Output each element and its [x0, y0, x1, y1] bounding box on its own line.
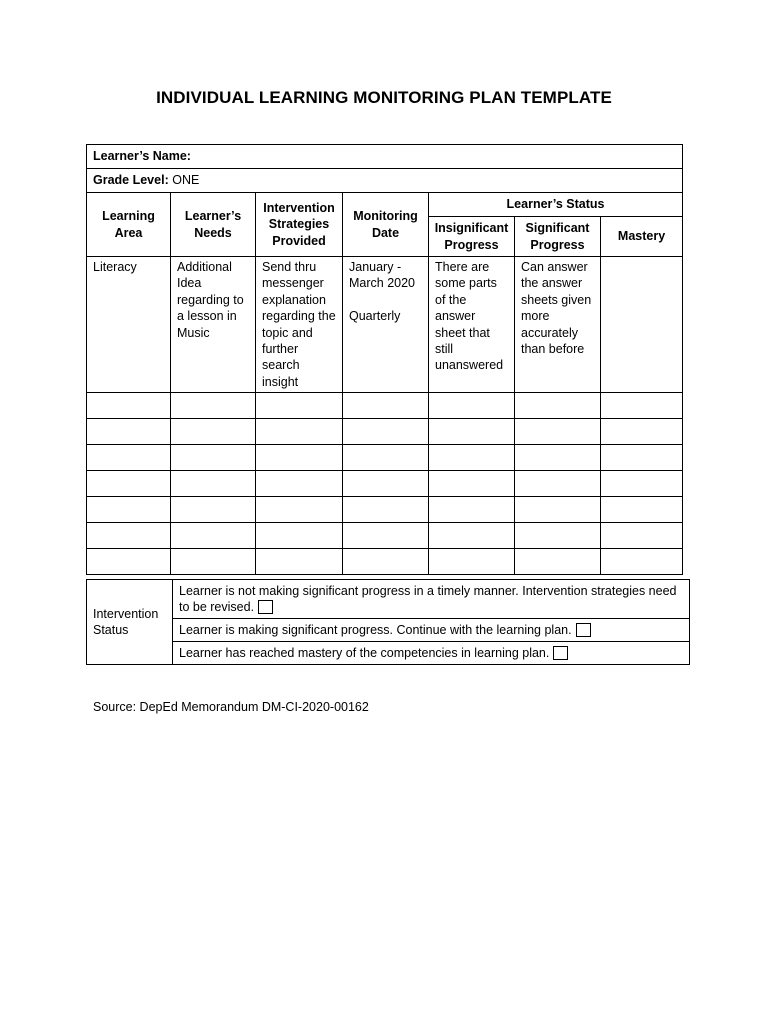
status-option-mastery-text: Learner has reached mastery of the competencies in learning plan. [179, 645, 550, 660]
empty-cell[interactable] [87, 393, 171, 419]
learner-name-label: Learner’s Name: [93, 149, 191, 164]
empty-cell[interactable] [343, 419, 429, 445]
empty-cell[interactable] [343, 497, 429, 523]
empty-cell[interactable] [87, 549, 171, 575]
empty-cell[interactable] [343, 471, 429, 497]
intervention-status-table [86, 579, 690, 665]
empty-cell[interactable] [429, 497, 515, 523]
continue-checkbox[interactable] [576, 623, 591, 637]
empty-cell[interactable] [171, 393, 256, 419]
empty-cell[interactable] [515, 549, 601, 575]
empty-cell[interactable] [171, 523, 256, 549]
empty-cell[interactable] [515, 419, 601, 445]
empty-cell[interactable] [87, 497, 171, 523]
status-option-mastery[interactable] [173, 642, 690, 665]
table-row [87, 471, 683, 497]
status-option-revise[interactable] [173, 580, 690, 619]
empty-cell[interactable] [429, 471, 515, 497]
empty-cell[interactable] [429, 419, 515, 445]
empty-cell[interactable] [171, 549, 256, 575]
empty-cell[interactable] [256, 393, 343, 419]
grade-level-row[interactable] [87, 169, 683, 193]
frequency-text: Quarterly [349, 308, 401, 323]
empty-cell[interactable] [601, 497, 683, 523]
empty-cell[interactable] [256, 549, 343, 575]
empty-cell[interactable] [87, 419, 171, 445]
empty-cell[interactable] [515, 523, 601, 549]
empty-cell[interactable] [171, 445, 256, 471]
empty-cell[interactable] [256, 523, 343, 549]
empty-cell[interactable] [429, 549, 515, 575]
empty-cell[interactable] [601, 523, 683, 549]
cell-intervention[interactable]: Send thru messenger explanation regarding the topic and further search insight [256, 257, 343, 393]
grade-level-label: Grade Level: [93, 173, 169, 188]
table-row [87, 549, 683, 575]
header-intervention-strategies: Intervention Strategies Provided [256, 193, 343, 257]
empty-cell[interactable] [87, 523, 171, 549]
empty-cell[interactable] [343, 549, 429, 575]
header-insignificant-progress: Insignificant Progress [429, 217, 515, 257]
header-learners-status: Learner’s Status [429, 193, 683, 217]
empty-cell[interactable] [256, 471, 343, 497]
empty-cell[interactable] [429, 393, 515, 419]
monitoring-plan-table [86, 144, 683, 575]
header-learners-needs: Learner’s Needs [171, 193, 256, 257]
empty-cell[interactable] [87, 471, 171, 497]
source-note: Source: DepEd Memorandum DM-CI-2020-00162 [93, 700, 369, 714]
header-mastery: Mastery [601, 217, 683, 257]
cell-insignificant[interactable]: There are some parts of the answer sheet that still unanswered [429, 257, 515, 393]
table-row [87, 445, 683, 471]
header-monitoring-date: Monitoring Date [343, 193, 429, 257]
status-option-continue-text: Learner is making significant progress. Continue with the learning plan. [179, 622, 572, 637]
empty-cell[interactable] [601, 471, 683, 497]
table-row [87, 497, 683, 523]
grade-level-value[interactable]: ONE [172, 173, 200, 188]
cell-significant[interactable]: Can answer the answer sheets given more accurately than before [515, 257, 601, 393]
empty-cell[interactable] [343, 445, 429, 471]
table-row [87, 257, 683, 393]
empty-cell[interactable] [343, 393, 429, 419]
empty-cell[interactable] [429, 523, 515, 549]
empty-cell[interactable] [429, 445, 515, 471]
intervention-status-label: Intervention Status [87, 580, 173, 665]
cell-learning-area[interactable]: Literacy [87, 257, 171, 393]
table-row [87, 393, 683, 419]
empty-cell[interactable] [601, 393, 683, 419]
empty-cell[interactable] [601, 549, 683, 575]
empty-cell[interactable] [515, 393, 601, 419]
empty-cell[interactable] [515, 445, 601, 471]
page-title: INDIVIDUAL LEARNING MONITORING PLAN TEMPLATE [156, 88, 612, 107]
header-learning-area: Learning Area [87, 193, 171, 257]
table-row [87, 523, 683, 549]
revise-checkbox[interactable] [258, 600, 273, 614]
empty-cell[interactable] [515, 497, 601, 523]
date-range-text: January - March 2020 [349, 260, 416, 291]
empty-cell[interactable] [171, 471, 256, 497]
mastery-checkbox[interactable] [553, 646, 568, 660]
status-option-revise-text: Learner is not making significant progress in a timely manner. Intervention strategies need to be revised. [179, 583, 677, 614]
empty-cell[interactable] [343, 523, 429, 549]
cell-monitoring-date[interactable] [343, 257, 429, 393]
table-row [87, 419, 683, 445]
cell-needs[interactable]: Additional Idea regarding to a lesson in Music [171, 257, 256, 393]
empty-cell[interactable] [256, 445, 343, 471]
status-option-continue[interactable] [173, 619, 690, 642]
empty-cell[interactable] [171, 497, 256, 523]
empty-cell[interactable] [256, 419, 343, 445]
header-significant-progress: Significant Progress [515, 217, 601, 257]
learner-name-row[interactable] [87, 145, 683, 169]
empty-cell[interactable] [171, 419, 256, 445]
empty-cell[interactable] [87, 445, 171, 471]
empty-cell[interactable] [601, 419, 683, 445]
cell-mastery[interactable] [601, 257, 683, 393]
empty-cell[interactable] [601, 445, 683, 471]
empty-cell[interactable] [256, 497, 343, 523]
empty-cell[interactable] [515, 471, 601, 497]
